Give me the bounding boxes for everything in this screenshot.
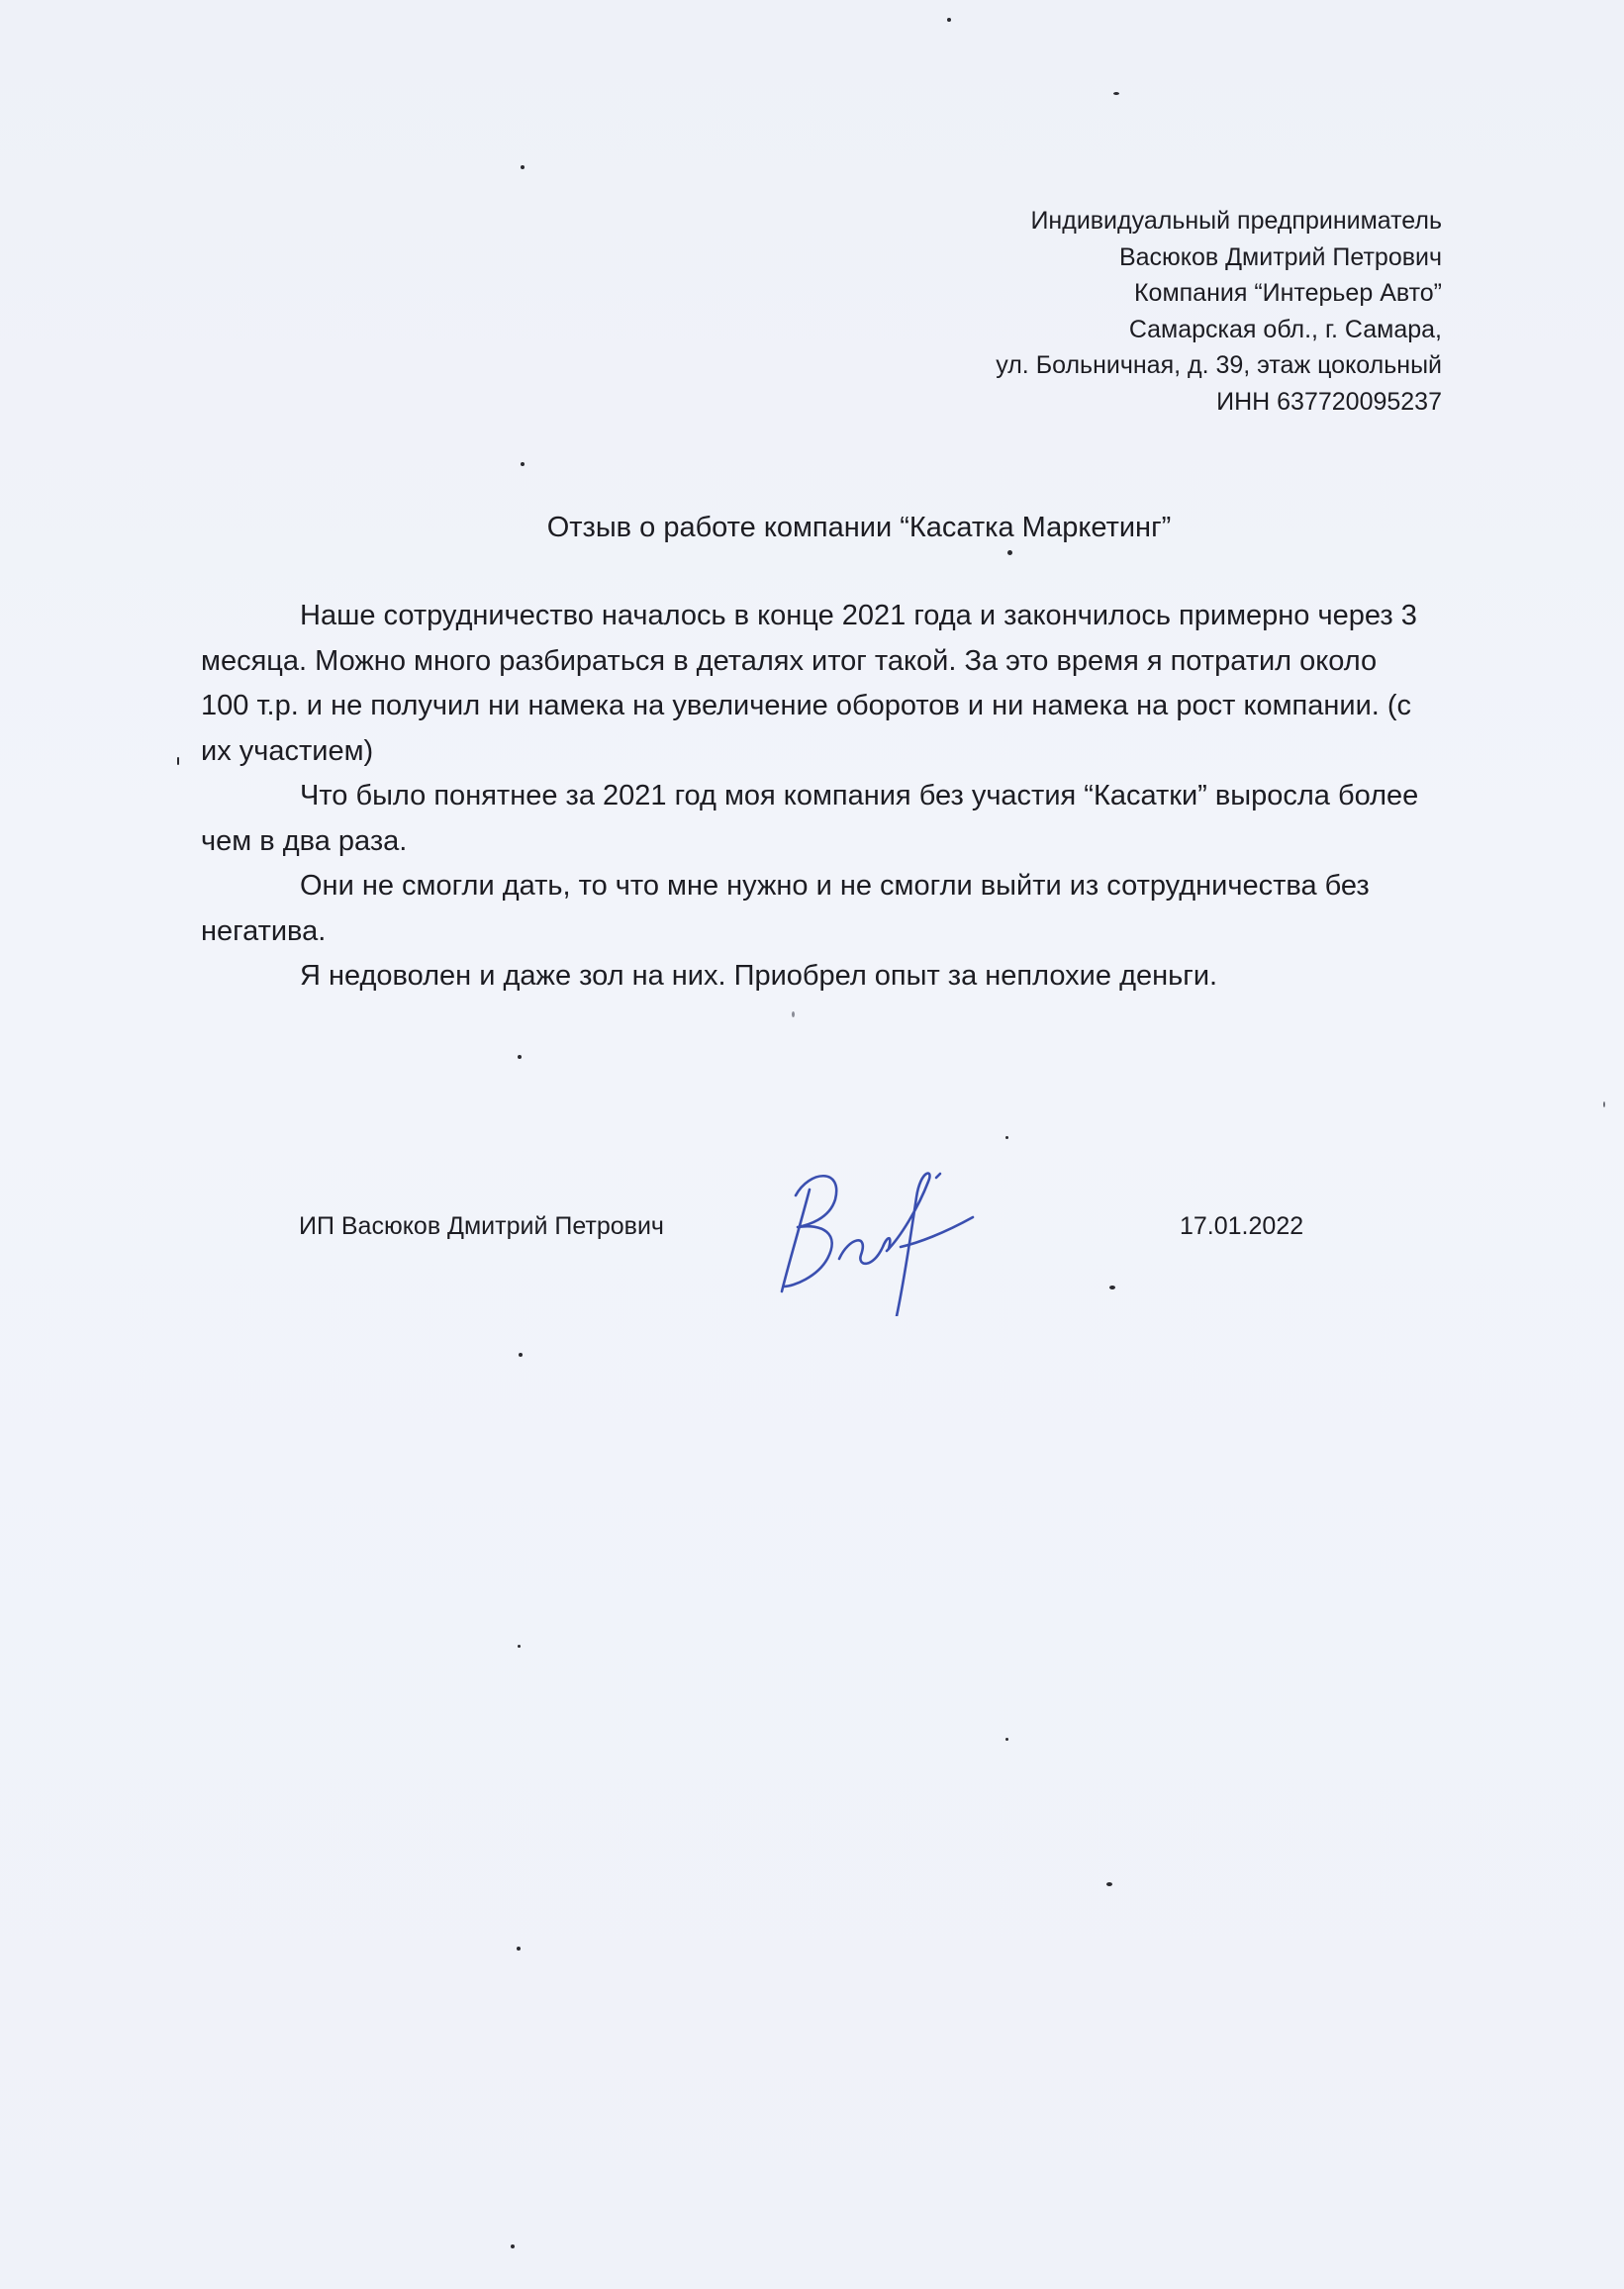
scan-speck (511, 2244, 515, 2248)
body-paragraph-4: Я недоволен и даже зол на них. Приобрел опыт за неплохие деньги. (300, 960, 1218, 992)
sender-line-inn: ИНН 637720095237 (1216, 387, 1442, 416)
scan-speck (177, 757, 179, 765)
sender-line-title: Индивидуальный предприниматель (1030, 207, 1442, 235)
scan-speck (518, 1055, 522, 1059)
sender-line-region: Самарская обл., г. Самара, (1128, 315, 1442, 343)
scan-speck (792, 1011, 795, 1017)
body-paragraph-2: Что было понятнее за 2021 год моя компания без участия “Касатки” выросла более чем в два раза. (201, 780, 1419, 857)
scan-speck (1603, 1101, 1605, 1107)
scan-speck (1007, 550, 1012, 555)
document-body (201, 594, 1428, 1000)
scan-speck (521, 462, 525, 466)
scan-speck (519, 1353, 523, 1357)
scan-speck (518, 1645, 521, 1648)
scan-speck (1113, 92, 1119, 95)
scan-speck (1109, 1286, 1115, 1289)
signature-date: 17.01.2022 (1180, 1212, 1304, 1240)
sender-line-address: ул. Больничная, д. 39, этаж цокольный (996, 351, 1442, 379)
body-paragraph-3: Они не смогли дать, то что мне нужно и не смогли выйти из сотрудничества без негатива. (201, 870, 1370, 947)
scan-speck (521, 165, 525, 169)
scan-speck (1106, 1882, 1112, 1886)
document-title: Отзыв о работе компании “Касатка Маркетинг” (546, 512, 1172, 543)
scan-speck (1005, 1136, 1008, 1139)
body-paragraph-1: Наше сотрудничество началось в конце 2021 года и закончилось примерно через 3 месяца. Можно много разбираться в деталях итог такой. За это время я потратил около 100 т.р. и не получил ни намека на увеличение оборотов и ни намека на рост компании. (с их участием) (201, 600, 1417, 767)
signer-name: ИП Васюков Дмитрий Петрович (299, 1212, 664, 1240)
sender-details (996, 203, 1442, 420)
scan-speck (947, 18, 951, 22)
scan-speck (517, 1947, 521, 1951)
handwritten-signature-icon (770, 1148, 998, 1316)
sender-line-company: Компания “Интерьер Авто” (1133, 279, 1442, 307)
scan-speck (1005, 1738, 1008, 1741)
sender-line-name: Васюков Дмитрий Петрович (1118, 242, 1442, 271)
